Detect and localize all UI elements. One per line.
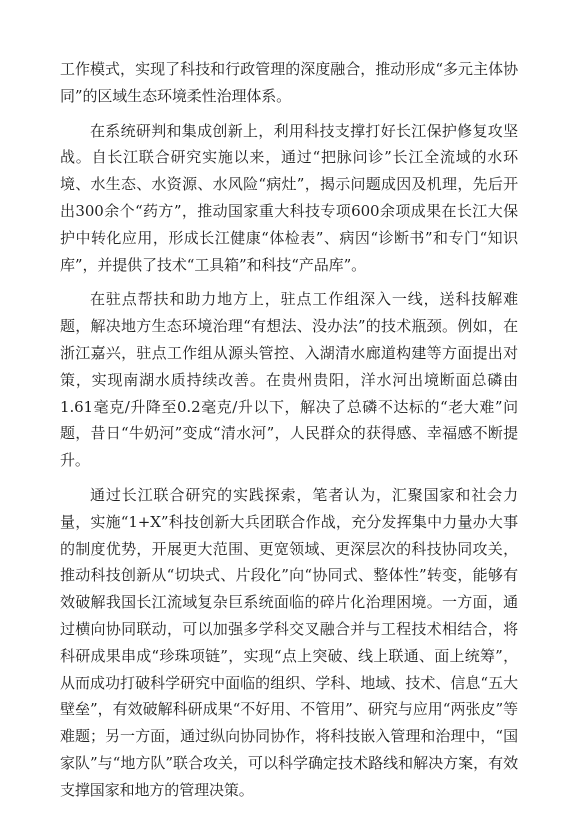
article-body <box>60 56 518 812</box>
article-paragraph-2: 在系统研判和集成创新上，利用科技支撑打好长江保护修复攻坚战。自长江联合研究实施以来，通过“把脉问诊”长江全流域的水环境、水生态、水资源、水风险“病灶”，揭示问题成因及机理，先后开出300余个“药方”，推动国家重大科技专项600余项成果在长江大保护中转化应用，形成长江健康“体检表”、病因“诊断书”和专门“知识库”，并提供了技术“工具箱”和科技“产品库”。 <box>60 121 518 274</box>
article-paragraph-1: 工作模式，实现了科技和行政管理的深度融合，推动形成“多元主体协同”的区域生态环境柔性治理体系。 <box>60 60 518 105</box>
article-paragraph-3: 在驻点帮扶和助力地方上，驻点工作组深入一线，送科技解难题，解决地方生态环境治理“有想法、没办法”的技术瓶颈。例如，在浙江嘉兴，驻点工作组从源头管控、入湖清水廊道构建等方面提出对策，实现南湖水质持续改善。在贵州贵阳，洋水河出境断面总磷由1.61毫克/升降至0.2毫克/升以下，解决了总磷不达标的“老大难”问题，昔日“牛奶河”变成“清水河”，人民群众的获得感、幸福感不断提升。 <box>60 290 518 470</box>
article-paragraph-4: 通过长江联合研究的实践探索，笔者认为，汇聚国家和社会力量，实施“1+X”科技创新大兵团联合作战，充分发挥集中力量办大事的制度优势，开展更大范围、更宽领域、更深层次的科技协同攻关，推动科技创新从“切块式、片段化”向“协同式、整体性”转变，能够有效破解我国长江流域复杂巨系统面临的碎片化治理困境。一方面，通过横向协同联动，可以加强多学科交叉融合并与工程技术相结合，将科研成果串成“珍珠项链”，实现“点上突破、线上联通、面上统筹”，从而成功打破科学研究中面临的组织、学科、地域、技术、信息“五大壁垒”，有效破解科研成果“不好用、不管用”、研究与应用“两张皮”等难题；另一方面，通过纵向协同协作，将科技嵌入管理和治理中，“国家队”与“地方队”联合攻关，可以科学确定技术路线和解决方案，有效支撑国家和地方的管理决策。 <box>60 485 518 799</box>
